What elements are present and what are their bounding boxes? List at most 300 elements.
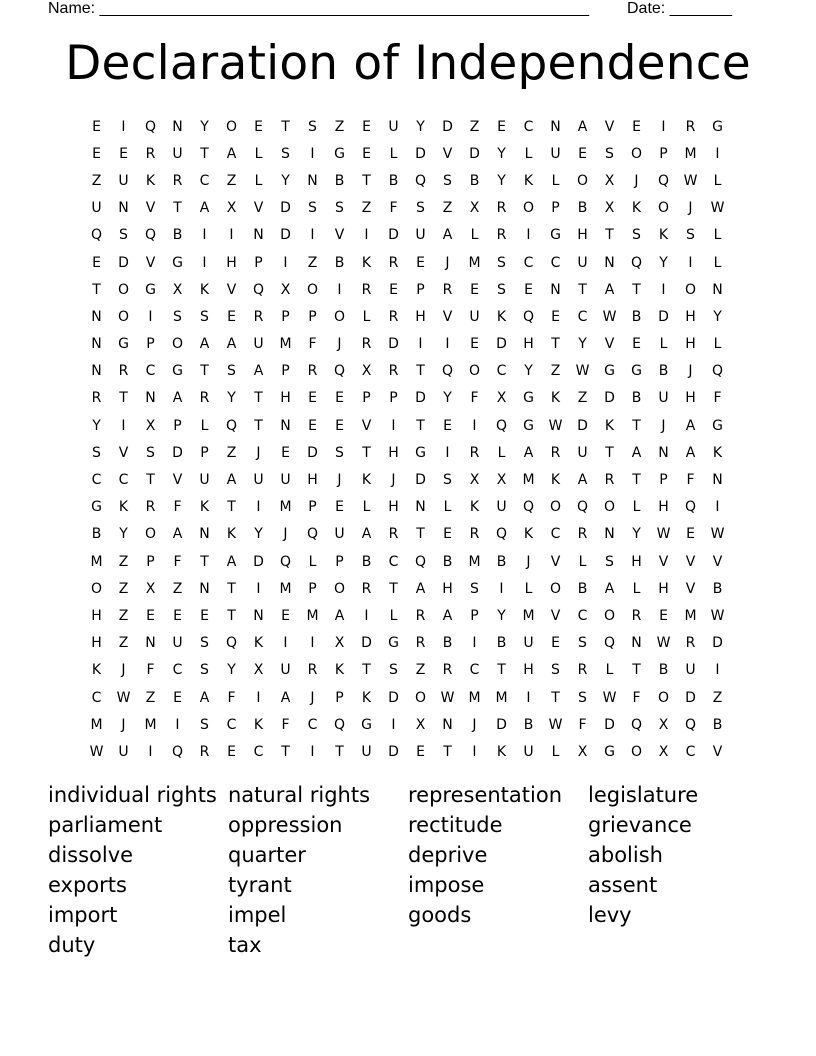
grid-letter[interactable]: V [604, 336, 615, 353]
grid-letter[interactable]: G [145, 281, 156, 298]
grid-letter[interactable]: U [469, 308, 480, 325]
grid-letter[interactable]: U [685, 662, 696, 679]
grid-letter[interactable]: I [148, 743, 153, 760]
grid-letter[interactable]: Q [630, 716, 643, 733]
grid-letter[interactable]: M [522, 472, 535, 489]
grid-letter[interactable]: T [281, 743, 290, 760]
grid-letter[interactable]: V [658, 553, 669, 570]
grid-letter[interactable]: U [118, 172, 129, 189]
grid-letter[interactable]: O [171, 336, 184, 353]
grid-letter[interactable]: I [175, 716, 180, 733]
grid-letter[interactable]: B [631, 390, 642, 407]
grid-letter[interactable]: B [496, 635, 507, 652]
grid-letter[interactable]: R [577, 662, 588, 679]
grid-letter[interactable]: Y [713, 308, 722, 325]
grid-letter[interactable]: Q [414, 553, 427, 570]
grid-letter[interactable]: M [144, 716, 157, 733]
grid-letter[interactable]: E [416, 254, 425, 271]
grid-letter[interactable]: L [200, 417, 209, 434]
grid-letter[interactable]: A [280, 689, 291, 706]
grid-letter[interactable]: F [470, 390, 479, 407]
grid-letter[interactable]: V [604, 118, 615, 135]
grid-letter[interactable]: F [173, 553, 182, 570]
grid-letter[interactable]: K [631, 200, 642, 217]
grid-letter[interactable]: R [361, 281, 372, 298]
grid-letter[interactable]: A [685, 444, 696, 461]
grid-letter[interactable]: F [308, 336, 317, 353]
grid-letter[interactable]: D [253, 553, 264, 570]
grid-letter[interactable]: L [713, 172, 722, 189]
grid-letter[interactable]: T [416, 363, 425, 380]
grid-letter[interactable]: O [414, 689, 427, 706]
grid-letter[interactable]: R [415, 607, 426, 624]
grid-letter[interactable]: V [226, 281, 237, 298]
grid-letter[interactable]: Q [684, 499, 697, 516]
grid-letter[interactable]: R [685, 635, 696, 652]
grid-letter[interactable]: D [496, 336, 507, 353]
grid-letter[interactable]: I [121, 118, 126, 135]
grid-letter[interactable]: R [496, 200, 507, 217]
grid-letter[interactable]: Y [281, 172, 290, 189]
grid-letter[interactable]: Y [92, 417, 101, 434]
grid-letter[interactable]: B [658, 662, 669, 679]
grid-letter[interactable]: U [361, 743, 372, 760]
grid-letter[interactable]: R [469, 526, 480, 543]
grid-letter[interactable]: T [146, 472, 155, 489]
grid-letter[interactable]: F [227, 689, 236, 706]
grid-letter[interactable]: L [713, 336, 722, 353]
grid-letter[interactable]: H [91, 607, 102, 624]
grid-letter[interactable]: L [632, 499, 641, 516]
grid-letter[interactable]: G [604, 743, 615, 760]
grid-letter[interactable]: L [443, 499, 452, 516]
grid-letter[interactable]: U [658, 390, 669, 407]
grid-letter[interactable]: H [523, 662, 534, 679]
grid-letter[interactable]: R [199, 390, 210, 407]
grid-letter[interactable]: T [416, 417, 425, 434]
grid-letter[interactable]: J [445, 254, 450, 271]
grid-letter[interactable]: U [577, 444, 588, 461]
grid-letter[interactable]: H [388, 499, 399, 516]
grid-letter[interactable]: N [550, 118, 561, 135]
grid-letter[interactable]: Q [333, 716, 346, 733]
grid-letter[interactable]: X [334, 635, 345, 652]
grid-letter[interactable]: R [388, 363, 399, 380]
grid-letter[interactable]: I [148, 308, 153, 325]
grid-letter[interactable]: S [686, 227, 695, 244]
grid-letter[interactable]: C [523, 118, 534, 135]
grid-letter[interactable]: A [604, 580, 615, 597]
grid-letter[interactable]: C [496, 363, 507, 380]
grid-letter[interactable]: I [337, 281, 342, 298]
grid-letter[interactable]: G [523, 417, 534, 434]
grid-letter[interactable]: C [226, 716, 237, 733]
grid-letter[interactable]: C [577, 607, 588, 624]
grid-letter[interactable]: Q [279, 553, 292, 570]
grid-letter[interactable]: U [280, 662, 291, 679]
grid-letter[interactable]: E [443, 417, 452, 434]
grid-letter[interactable]: L [497, 444, 506, 461]
grid-letter[interactable]: T [227, 607, 236, 624]
grid-letter[interactable]: S [227, 363, 236, 380]
grid-letter[interactable]: C [253, 743, 264, 760]
grid-letter[interactable]: B [712, 716, 723, 733]
grid-letter[interactable]: N [91, 336, 102, 353]
grid-letter[interactable]: Q [711, 363, 724, 380]
grid-letter[interactable]: R [118, 363, 129, 380]
grid-letter[interactable]: R [442, 281, 453, 298]
grid-letter[interactable]: K [334, 662, 345, 679]
grid-letter[interactable]: N [253, 227, 264, 244]
grid-letter[interactable]: Z [172, 580, 183, 597]
grid-letter[interactable]: W [602, 308, 617, 325]
grid-letter[interactable]: O [657, 200, 670, 217]
grid-letter[interactable]: D [658, 308, 669, 325]
grid-letter[interactable]: A [226, 553, 237, 570]
grid-letter[interactable]: N [550, 281, 561, 298]
grid-letter[interactable]: V [685, 580, 696, 597]
grid-letter[interactable]: Q [657, 172, 670, 189]
grid-letter[interactable]: A [604, 281, 615, 298]
grid-letter[interactable]: G [523, 390, 534, 407]
grid-letter[interactable]: X [496, 390, 507, 407]
grid-letter[interactable]: D [442, 118, 453, 135]
grid-letter[interactable]: T [362, 444, 371, 461]
grid-letter[interactable]: I [445, 336, 450, 353]
grid-letter[interactable]: R [91, 390, 102, 407]
grid-letter[interactable]: T [632, 417, 641, 434]
grid-letter[interactable]: S [146, 444, 155, 461]
grid-letter[interactable]: N [658, 444, 669, 461]
grid-letter[interactable]: M [279, 336, 292, 353]
grid-letter[interactable]: M [90, 553, 103, 570]
grid-letter[interactable]: K [361, 254, 372, 271]
grid-letter[interactable]: D [415, 472, 426, 489]
grid-letter[interactable]: H [280, 390, 291, 407]
grid-letter[interactable]: L [308, 553, 317, 570]
grid-letter[interactable]: S [200, 716, 209, 733]
grid-letter[interactable]: N [712, 281, 723, 298]
grid-letter[interactable]: U [118, 743, 129, 760]
grid-letter[interactable]: E [200, 607, 209, 624]
grid-letter[interactable]: X [658, 716, 669, 733]
grid-letter[interactable]: S [119, 227, 128, 244]
grid-letter[interactable]: O [468, 363, 481, 380]
grid-letter[interactable]: E [470, 336, 479, 353]
grid-letter[interactable]: K [253, 716, 264, 733]
grid-letter[interactable]: P [146, 553, 155, 570]
grid-letter[interactable]: T [254, 417, 263, 434]
grid-letter[interactable]: X [577, 743, 588, 760]
grid-letter[interactable]: W [602, 689, 617, 706]
grid-letter[interactable]: K [523, 172, 534, 189]
grid-letter[interactable]: G [550, 227, 561, 244]
grid-letter[interactable]: J [337, 472, 342, 489]
grid-letter[interactable]: U [523, 635, 534, 652]
grid-letter[interactable]: H [577, 227, 588, 244]
grid-letter[interactable]: P [659, 145, 668, 162]
grid-letter[interactable]: Z [118, 553, 129, 570]
grid-letter[interactable]: I [499, 580, 504, 597]
grid-letter[interactable]: D [388, 336, 399, 353]
grid-letter[interactable]: O [549, 499, 562, 516]
grid-letter[interactable]: E [632, 118, 641, 135]
grid-letter[interactable]: L [524, 145, 533, 162]
grid-letter[interactable]: N [415, 499, 426, 516]
grid-letter[interactable]: J [472, 716, 477, 733]
grid-letter[interactable]: N [442, 716, 453, 733]
grid-letter[interactable]: S [443, 472, 452, 489]
grid-letter[interactable]: P [308, 499, 317, 516]
grid-letter[interactable]: H [685, 308, 696, 325]
grid-letter[interactable]: U [523, 743, 534, 760]
grid-letter[interactable]: J [391, 472, 396, 489]
grid-letter[interactable]: M [279, 499, 292, 516]
grid-letter[interactable]: D [712, 635, 723, 652]
grid-letter[interactable]: R [550, 444, 561, 461]
grid-letter[interactable]: Y [578, 336, 587, 353]
grid-letter[interactable]: A [226, 145, 237, 162]
grid-letter[interactable]: Y [200, 118, 209, 135]
grid-letter[interactable]: W [656, 526, 671, 543]
grid-letter[interactable]: U [388, 118, 399, 135]
grid-letter[interactable]: K [523, 526, 534, 543]
grid-letter[interactable]: L [389, 145, 398, 162]
grid-letter[interactable]: N [631, 635, 642, 652]
grid-letter[interactable]: V [334, 227, 345, 244]
grid-letter[interactable]: C [118, 472, 129, 489]
grid-letter[interactable]: A [523, 444, 534, 461]
grid-letter[interactable]: O [630, 145, 643, 162]
grid-letter[interactable]: U [496, 499, 507, 516]
grid-letter[interactable]: T [497, 662, 506, 679]
grid-letter[interactable]: N [307, 172, 318, 189]
grid-letter[interactable]: E [227, 308, 236, 325]
grid-letter[interactable]: I [661, 281, 666, 298]
grid-letter[interactable]: U [280, 472, 291, 489]
grid-letter[interactable]: K [199, 499, 210, 516]
grid-letter[interactable]: Q [441, 363, 454, 380]
grid-letter[interactable]: P [254, 254, 263, 271]
grid-letter[interactable]: I [283, 254, 288, 271]
grid-letter[interactable]: Q [684, 716, 697, 733]
grid-letter[interactable]: S [281, 145, 290, 162]
grid-letter[interactable]: A [172, 526, 183, 543]
grid-letter[interactable]: G [604, 363, 615, 380]
grid-letter[interactable]: T [200, 145, 209, 162]
grid-letter[interactable]: G [631, 363, 642, 380]
grid-letter[interactable]: G [334, 145, 345, 162]
grid-letter[interactable]: H [442, 580, 453, 597]
grid-letter[interactable]: I [202, 254, 207, 271]
grid-letter[interactable]: A [415, 580, 426, 597]
grid-letter[interactable]: R [469, 444, 480, 461]
grid-letter[interactable]: W [116, 689, 131, 706]
grid-letter[interactable]: X [496, 472, 507, 489]
grid-letter[interactable]: I [688, 254, 693, 271]
grid-letter[interactable]: Q [522, 499, 535, 516]
grid-letter[interactable]: Z [226, 172, 237, 189]
grid-letter[interactable]: J [688, 363, 693, 380]
grid-letter[interactable]: S [470, 580, 479, 597]
grid-letter[interactable]: O [225, 118, 238, 135]
grid-letter[interactable]: I [256, 499, 261, 516]
grid-letter[interactable]: K [145, 172, 156, 189]
grid-letter[interactable]: B [469, 172, 480, 189]
grid-letter[interactable]: I [715, 662, 720, 679]
grid-letter[interactable]: P [551, 200, 560, 217]
grid-letter[interactable]: Z [118, 607, 129, 624]
grid-letter[interactable]: P [173, 417, 182, 434]
grid-letter[interactable]: R [172, 172, 183, 189]
grid-letter[interactable]: Y [227, 662, 236, 679]
grid-letter[interactable]: M [306, 607, 319, 624]
grid-letter[interactable]: G [361, 716, 372, 733]
grid-letter[interactable]: H [388, 444, 399, 461]
grid-letter[interactable]: O [306, 281, 319, 298]
grid-letter[interactable]: P [470, 607, 479, 624]
grid-letter[interactable]: E [281, 444, 290, 461]
grid-letter[interactable]: E [551, 308, 560, 325]
grid-letter[interactable]: I [364, 227, 369, 244]
grid-letter[interactable]: K [712, 444, 723, 461]
grid-letter[interactable]: R [307, 662, 318, 679]
grid-letter[interactable]: O [522, 200, 535, 217]
grid-letter[interactable]: E [119, 145, 128, 162]
grid-letter[interactable]: Q [495, 417, 508, 434]
grid-letter[interactable]: U [334, 526, 345, 543]
grid-letter[interactable]: Z [712, 689, 723, 706]
grid-letter[interactable]: T [632, 281, 641, 298]
grid-letter[interactable]: P [659, 472, 668, 489]
grid-letter[interactable]: U [253, 336, 264, 353]
grid-letter[interactable]: E [524, 281, 533, 298]
grid-letter[interactable]: X [172, 281, 183, 298]
grid-letter[interactable]: J [256, 444, 261, 461]
grid-letter[interactable]: N [199, 526, 210, 543]
grid-letter[interactable]: N [712, 472, 723, 489]
grid-letter[interactable]: Y [227, 390, 236, 407]
grid-letter[interactable]: B [523, 716, 534, 733]
grid-letter[interactable]: X [145, 580, 156, 597]
grid-letter[interactable]: R [145, 145, 156, 162]
grid-letter[interactable]: D [388, 743, 399, 760]
grid-letter[interactable]: X [658, 743, 669, 760]
grid-letter[interactable]: B [631, 308, 642, 325]
grid-letter[interactable]: V [685, 553, 696, 570]
grid-letter[interactable]: E [281, 607, 290, 624]
grid-letter[interactable]: W [683, 172, 698, 189]
grid-letter[interactable]: Y [443, 390, 452, 407]
grid-letter[interactable]: H [91, 635, 102, 652]
grid-letter[interactable]: V [550, 607, 561, 624]
grid-letter[interactable]: G [388, 635, 399, 652]
grid-letter[interactable]: C [91, 689, 102, 706]
grid-letter[interactable]: A [199, 200, 210, 217]
grid-letter[interactable]: W [710, 526, 725, 543]
grid-letter[interactable]: O [333, 308, 346, 325]
grid-letter[interactable]: K [118, 499, 129, 516]
grid-letter[interactable]: M [90, 716, 103, 733]
grid-letter[interactable]: V [442, 145, 453, 162]
grid-letter[interactable]: R [361, 580, 372, 597]
grid-letter[interactable]: T [389, 580, 398, 597]
grid-letter[interactable]: B [361, 553, 372, 570]
grid-letter[interactable]: T [200, 553, 209, 570]
grid-letter[interactable]: K [361, 689, 372, 706]
grid-letter[interactable]: K [91, 662, 102, 679]
grid-letter[interactable]: U [199, 472, 210, 489]
grid-letter[interactable]: E [551, 635, 560, 652]
grid-letter[interactable]: F [146, 662, 155, 679]
grid-letter[interactable]: O [603, 499, 616, 516]
grid-letter[interactable]: K [361, 472, 372, 489]
grid-letter[interactable]: J [337, 336, 342, 353]
grid-letter[interactable]: Z [334, 118, 345, 135]
grid-letter[interactable]: C [172, 662, 183, 679]
grid-letter[interactable]: Q [252, 281, 265, 298]
grid-letter[interactable]: R [631, 607, 642, 624]
grid-letter[interactable]: N [91, 308, 102, 325]
grid-letter[interactable]: Q [171, 743, 184, 760]
grid-letter[interactable]: A [577, 472, 588, 489]
grid-letter[interactable]: S [200, 662, 209, 679]
grid-letter[interactable]: I [715, 145, 720, 162]
grid-letter[interactable]: I [310, 227, 315, 244]
grid-letter[interactable]: J [121, 716, 126, 733]
grid-letter[interactable]: I [715, 499, 720, 516]
grid-letter[interactable]: Z [145, 689, 156, 706]
grid-letter[interactable]: C [469, 662, 480, 679]
grid-letter[interactable]: E [146, 607, 155, 624]
grid-letter[interactable]: S [308, 118, 317, 135]
grid-letter[interactable]: J [121, 662, 126, 679]
grid-letter[interactable]: A [226, 336, 237, 353]
grid-letter[interactable]: T [605, 227, 614, 244]
grid-letter[interactable]: F [713, 390, 722, 407]
grid-letter[interactable]: M [684, 145, 697, 162]
grid-letter[interactable]: E [254, 118, 263, 135]
grid-letter[interactable]: B [91, 526, 102, 543]
grid-letter[interactable]: B [334, 172, 345, 189]
grid-letter[interactable]: E [632, 336, 641, 353]
grid-letter[interactable]: P [335, 553, 344, 570]
grid-letter[interactable]: N [280, 417, 291, 434]
grid-letter[interactable]: D [415, 390, 426, 407]
grid-letter[interactable]: Z [361, 200, 372, 217]
grid-letter[interactable]: N [172, 118, 183, 135]
grid-letter[interactable]: T [632, 472, 641, 489]
grid-letter[interactable]: Z [91, 172, 102, 189]
grid-letter[interactable]: P [146, 336, 155, 353]
grid-letter[interactable]: E [173, 607, 182, 624]
grid-letter[interactable]: Z [118, 635, 129, 652]
grid-letter[interactable]: S [416, 200, 425, 217]
grid-letter[interactable]: P [362, 390, 371, 407]
grid-letter[interactable]: L [254, 172, 263, 189]
grid-letter[interactable]: H [658, 499, 669, 516]
grid-letter[interactable]: Q [522, 308, 535, 325]
grid-letter[interactable]: G [118, 336, 129, 353]
grid-letter[interactable]: D [469, 145, 480, 162]
grid-letter[interactable]: P [389, 390, 398, 407]
grid-letter[interactable]: R [604, 472, 615, 489]
grid-letter[interactable]: E [308, 417, 317, 434]
grid-letter[interactable]: Y [659, 254, 668, 271]
grid-letter[interactable]: T [227, 580, 236, 597]
grid-letter[interactable]: V [145, 254, 156, 271]
grid-letter[interactable]: L [362, 308, 371, 325]
